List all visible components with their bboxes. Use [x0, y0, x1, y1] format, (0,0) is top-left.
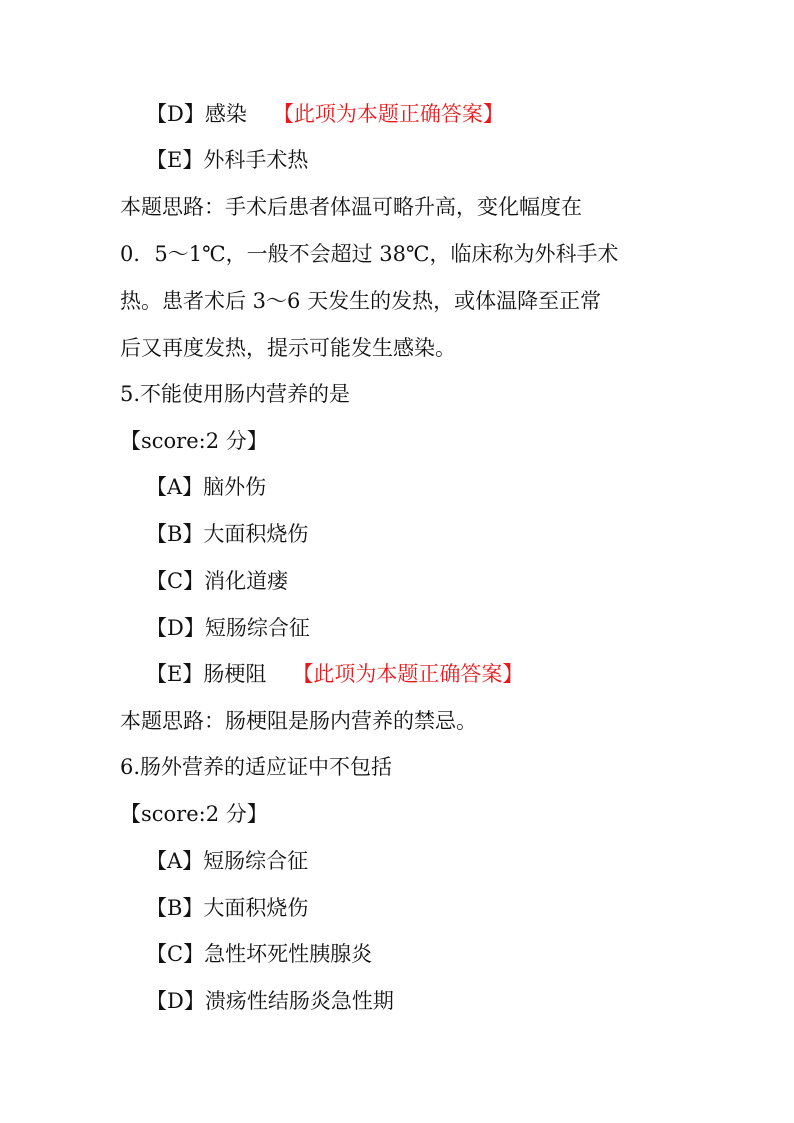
option-q6-d: [146, 986, 394, 1016]
score-label-q6: 【score:2 分】: [120, 802, 268, 826]
option-label: 【B】大面积烧伤: [146, 896, 309, 920]
option-q5-b: [146, 519, 308, 549]
option-q4-d: [146, 99, 504, 129]
option-label: 【E】肠梗阻: [146, 662, 267, 686]
correct-answer-mark: 【此项为本题正确答案】: [272, 102, 504, 126]
option-label: 【D】短肠综合征: [146, 616, 310, 640]
option-q6-b: [146, 893, 308, 923]
question-title-q5: 5.不能使用肠内营养的是: [120, 382, 351, 406]
correct-answer-mark: 【此项为本题正确答案】: [292, 662, 524, 686]
option-label: 【D】溃疡性结肠炎急性期: [146, 989, 394, 1013]
option-q6-a: [146, 846, 308, 876]
question-title-q6: 6.肠外营养的适应证中不包括: [120, 755, 393, 779]
option-label: 【E】外科手术热: [146, 148, 309, 172]
explanation-line: 热。患者术后 3～6 天发生的发热，或体温降至正常: [120, 289, 602, 313]
option-label: 【C】消化道瘘: [146, 569, 289, 593]
option-q5-a: [146, 472, 266, 502]
option-label: 【A】脑外伤: [146, 475, 267, 499]
option-label: 【A】短肠综合征: [146, 849, 309, 873]
score-label-q5: 【score:2 分】: [120, 429, 268, 453]
explanation-q5: 本题思路：肠梗阻是肠内营养的禁忌。: [120, 709, 477, 733]
option-q5-e: [146, 659, 523, 689]
option-label: 【C】急性坏死性胰腺炎: [146, 942, 373, 966]
option-q6-c: [146, 939, 372, 969]
option-q4-e: [146, 145, 308, 175]
option-q5-d: [146, 613, 310, 643]
explanation-line: 本题思路：手术后患者体温可略升高，变化幅度在: [120, 195, 582, 219]
option-label: 【B】大面积烧伤: [146, 522, 309, 546]
option-q5-c: [146, 566, 288, 596]
option-label: 【D】感染: [146, 102, 247, 126]
explanation-line: 0．5～1℃，一般不会超过 38℃，临床称为外科手术: [120, 242, 619, 266]
explanation-line: 后又再度发热，提示可能发生感染。: [120, 336, 456, 360]
